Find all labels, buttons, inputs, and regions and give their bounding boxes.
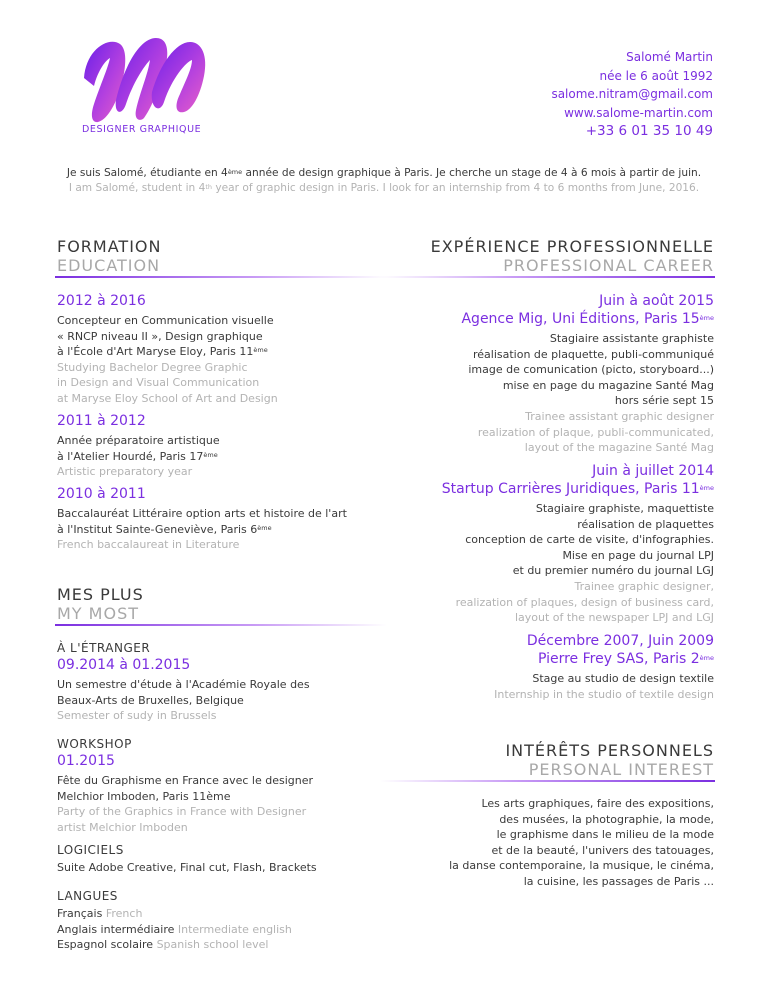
plus-software: [57, 842, 387, 876]
formation-fr-line-text: à l'Institut Sainte-Geneviève, Paris 6: [57, 522, 258, 536]
experience-subtitle: PROFESSIONAL CAREER: [503, 256, 714, 275]
workshop-en-line: Party of the Graphics in France with Designer: [57, 805, 307, 819]
workshop-fr-line: Melchior Imboden, Paris 11ème: [57, 789, 231, 803]
formation-fr-line-sup: ème: [203, 450, 218, 459]
experience-en-line: realization of plaques, design of business card,: [455, 595, 714, 609]
language-en: Intermediate english: [177, 922, 292, 936]
formation-date: 2012 à 2016: [57, 293, 146, 309]
experience-en-line: Trainee graphic designer,: [574, 579, 714, 593]
formation-subtitle: EDUCATION: [57, 256, 161, 275]
experience-fr-line: réalisation de plaquettes: [577, 517, 714, 531]
language-item: [57, 937, 387, 953]
abroad-heading: À L'ÉTRANGER: [57, 641, 151, 655]
language-fr: Espagnol scolaire: [57, 938, 154, 952]
experience-item: [374, 632, 714, 702]
experience-fr-line: mise en page du magazine Santé Mag: [502, 378, 714, 392]
formation-fr-line-text: à l'École d'Art Maryse Eloy, Paris 11: [57, 345, 254, 359]
interests-line: des musées, la photographie, la mode,: [499, 812, 714, 826]
formation-title: FORMATION: [57, 237, 162, 256]
experience-en-line: realization of plaque, publi-communicated,: [477, 425, 714, 439]
experience-en-line: Trainee assistant graphic designer: [525, 409, 714, 423]
formation-en-line: Artistic preparatory year: [57, 465, 193, 479]
experience-en-line: layout of the magazine Santé Mag: [524, 441, 714, 455]
abroad-en-line: Semester of sudy in Brussels: [57, 709, 217, 723]
contact-birth: née le 6 août 1992: [599, 68, 713, 83]
software-heading: LOGICIELS: [57, 843, 124, 857]
formation-en-line: in Design and Visual Communication: [57, 376, 260, 390]
contact-phone: +33 6 01 35 10 49: [585, 123, 713, 139]
abroad-fr-line: Beaux-Arts de Bruxelles, Belgique: [57, 693, 244, 707]
language-en: French: [105, 907, 143, 920]
experience-title: EXPÉRIENCE PROFESSIONNELLE: [430, 237, 714, 256]
formation-fr-line-sup: ème: [253, 346, 268, 355]
intro-en-b: year of graphic design in Paris. I look for an internship from 4 to 6 months from June, 2016.: [212, 182, 700, 194]
experience-company: [374, 650, 714, 668]
interests-line: la cuisine, les passages de Paris ...: [523, 874, 714, 888]
experience-fr-line: conception de carte de visite, d'infographies.: [465, 533, 714, 547]
experience-fr-line: hors série sept 15: [614, 394, 714, 408]
plus-rule: [55, 624, 387, 626]
formation-item: [57, 485, 387, 553]
interests-heading: [374, 741, 714, 779]
experience-company: [374, 310, 714, 328]
interests-line: le graphisme dans le milieu de la mode: [496, 828, 714, 842]
formation-en-line: at Maryse Eloy School of Art and Design: [57, 391, 278, 405]
workshop-heading: WORKSHOP: [57, 737, 132, 751]
experience-fr-line: et du premier numéro du journal LGJ: [512, 564, 714, 578]
workshop-fr-line: Fête du Graphisme en France avec le designer: [57, 774, 314, 787]
intro-en-sup: th: [205, 183, 213, 191]
intro-en: [0, 181, 768, 196]
experience-company-sup: ème: [699, 314, 714, 322]
formation-item: [57, 292, 387, 407]
interests-subtitle: PERSONAL INTEREST: [528, 760, 714, 779]
formation-fr-line: Année préparatoire artistique: [57, 434, 220, 447]
experience-heading: [314, 237, 714, 275]
formation-fr-line: [57, 449, 387, 465]
interests-line: Les arts graphiques, faire des expositions,: [481, 797, 714, 810]
formation-fr-line-sup: ème: [257, 523, 272, 532]
plus-abroad: [57, 640, 387, 724]
experience-company-text: Agence Mig, Uni Éditions, Paris 15: [461, 311, 700, 327]
experience-date: Juin à août 2015: [599, 293, 714, 309]
intro-en-a: I am Salomé, student in 4: [68, 182, 206, 194]
interests-line: la danse contemporaine, la musique, le cinéma,: [449, 859, 714, 873]
plus-title: MES PLUS: [57, 585, 144, 604]
experience-fr-line: image de comunication (picto, storyboard...): [468, 363, 714, 377]
interests-line: et de la beauté, l'univers des tatouages,: [491, 843, 714, 857]
experience-fr-line: Stagiaire assistante graphiste: [549, 332, 714, 345]
experience-company-sup: ème: [699, 484, 714, 492]
intro-fr-b: année de design graphique à Paris. Je cherche un stage de 4 à 6 mois à partir de juin.: [242, 167, 702, 179]
intro-fr-sup: ème: [227, 168, 243, 176]
experience-company-text: Startup Carrières Juridiques, Paris 11: [441, 481, 700, 497]
formation-date: 2010 à 2011: [57, 486, 146, 502]
languages-heading: LANGUES: [57, 889, 118, 903]
experience-company: [354, 480, 714, 498]
language-en: Spanish school level: [156, 938, 269, 952]
contact-block: [551, 48, 713, 141]
interests-text: [354, 796, 714, 890]
experience-fr-line: Mise en page du journal LPJ: [562, 548, 714, 562]
interests-rule: [380, 780, 715, 782]
experience-date: Décembre 2007, Juin 2009: [526, 633, 714, 649]
formation-rule: [55, 276, 387, 278]
workshop-date: 01.2015: [57, 753, 115, 769]
software-list: Suite Adobe Creative, Final cut, Flash, Brackets: [57, 861, 317, 874]
contact-email[interactable]: salome.nitram@gmail.com: [551, 87, 713, 101]
contact-name: Salomé Martin: [626, 50, 713, 64]
language-item: [57, 906, 387, 922]
plus-heading: [57, 585, 387, 623]
workshop-en-line: artist Melchior Imboden: [57, 820, 188, 834]
contact-website[interactable]: www.salome-martin.com: [564, 105, 713, 120]
plus-subtitle: MY MOST: [57, 604, 139, 623]
experience-date: Juin à juillet 2014: [592, 463, 714, 479]
experience-fr-line: Stagiaire graphiste, maquettiste: [535, 502, 714, 515]
experience-fr-line: réalisation de plaquette, publi-communiqué: [472, 347, 714, 361]
abroad-fr-line: Un semestre d'étude à l'Académie Royale des: [57, 678, 310, 691]
intro: [0, 166, 768, 196]
abroad-date: 09.2014 à 01.2015: [57, 657, 191, 673]
interests-title: INTÉRÊTS PERSONNELS: [505, 741, 714, 760]
plus-languages: [57, 888, 387, 953]
formation-fr-line: Concepteur en Communication visuelle: [57, 314, 274, 327]
experience-rule: [380, 276, 715, 278]
language-fr: Français: [57, 907, 103, 920]
experience-company-text: Pierre Frey SAS, Paris 2: [537, 651, 700, 667]
experience-item: [374, 292, 714, 456]
experience-fr-line: Stage au studio de design textile: [532, 672, 714, 685]
language-item: [57, 922, 387, 938]
intro-fr-a: Je suis Salomé, étudiante en 4: [66, 167, 228, 179]
formation-date: 2011 à 2012: [57, 413, 146, 429]
formation-fr-line: « RNCP niveau II », Design graphique: [57, 329, 263, 343]
formation-fr-line-text: à l'Atelier Hourdé, Paris 17: [57, 449, 204, 463]
logo-caption: DESIGNER GRAPHIQUE: [82, 124, 202, 135]
formation-item: [57, 412, 387, 480]
experience-company-sup: ème: [699, 654, 714, 662]
experience-en-line: Internship in the studio of textile design: [494, 687, 714, 701]
formation-en-line: French baccalaureat in Literature: [57, 538, 240, 552]
experience-item: [354, 462, 714, 626]
formation-en-line: Studying Bachelor Degree Graphic: [57, 360, 248, 374]
language-fr: Anglais intermédiaire: [57, 922, 175, 936]
formation-fr-line: [57, 344, 387, 360]
formation-fr-line: [57, 522, 387, 538]
intro-fr: [0, 166, 768, 181]
experience-en-line: layout of the newspaper LPJ and LGJ: [514, 611, 714, 625]
formation-fr-line: Baccalauréat Littéraire option arts et histoire de l'art: [57, 507, 347, 520]
plus-workshop: [57, 736, 387, 835]
